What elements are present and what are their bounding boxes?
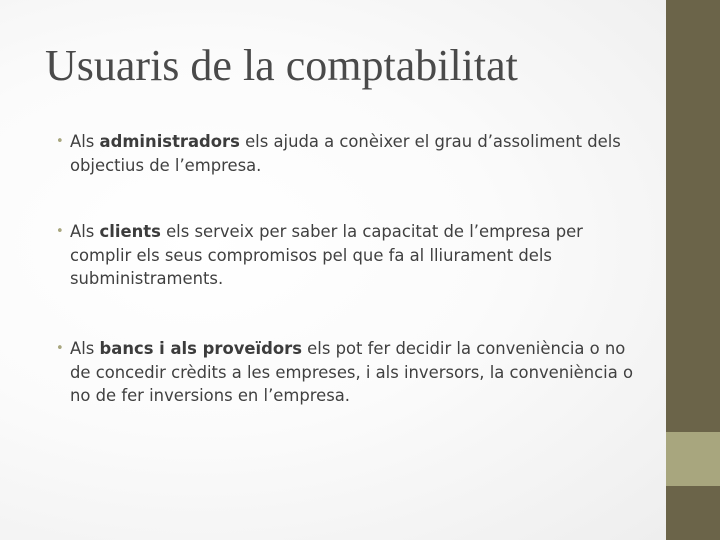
bullet-item xyxy=(50,130,648,177)
bullet-bold-term: bancs i als proveïdors xyxy=(99,339,302,358)
bullet-item xyxy=(50,220,648,291)
bullet-bold-term: administradors xyxy=(99,132,240,151)
slide-title: Usuaris de la comptabilitat xyxy=(45,41,518,90)
bullet-item xyxy=(50,337,648,408)
bullet-prefix: Als xyxy=(70,132,100,151)
bullet-prefix: Als xyxy=(70,339,100,358)
bullet-bold-term: clients xyxy=(99,222,161,241)
bullet-text: els pot fer decidir la conveniència o no de concedir crèdits a les empreses, i als inversors, la conveniència o no de fer inversions en l’empresa. xyxy=(70,339,634,405)
bullet-text: els ajuda a conèixer el grau d’assoliment dels objectius de l’empresa. xyxy=(70,132,621,175)
bullet-icon: • xyxy=(56,341,64,356)
bullet-text: els serveix per saber la capacitat de l’empresa per complir els seus compromisos pel que fa al lliurament dels subministraments. xyxy=(70,222,583,288)
bullet-icon: • xyxy=(56,134,64,149)
bullet-prefix: Als xyxy=(70,222,100,241)
bullet-icon: • xyxy=(56,224,64,239)
sidebar-accent-band xyxy=(666,432,720,486)
